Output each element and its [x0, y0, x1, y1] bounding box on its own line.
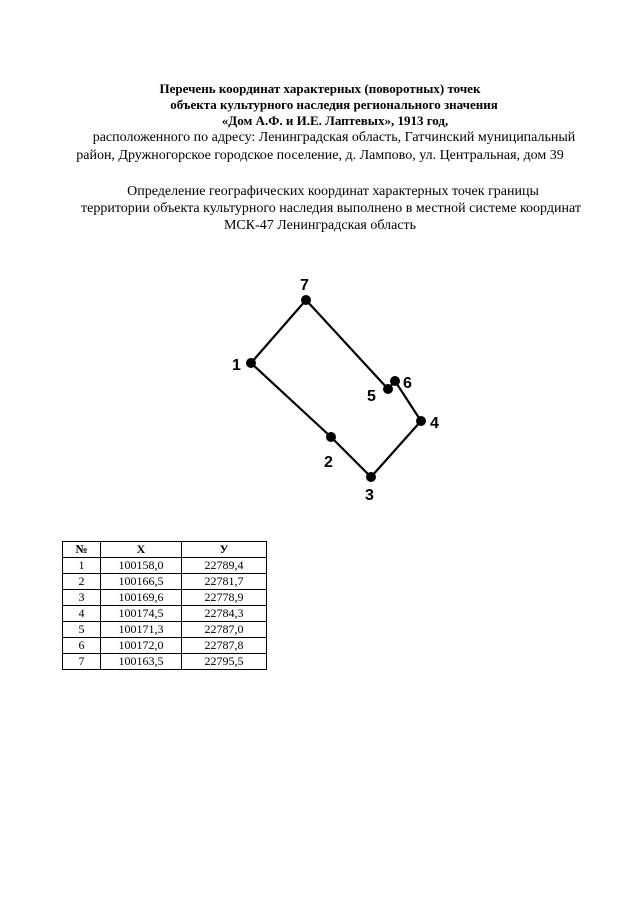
- point-4-label: 4: [430, 415, 439, 432]
- boundary-polygon: [251, 300, 421, 477]
- table-row: [63, 638, 267, 654]
- cell-y: 22787,0: [182, 622, 267, 638]
- point-5-marker: [383, 384, 393, 394]
- cell-x: 100174,5: [101, 606, 182, 622]
- point-7-marker: [301, 295, 311, 305]
- cell-y: 22789,4: [182, 558, 267, 574]
- cell-x: 100171,3: [101, 622, 182, 638]
- note-line-1: Определение географических координат характерных точек границы: [127, 184, 539, 199]
- cell-number: 4: [63, 606, 101, 622]
- header-x: X: [101, 542, 182, 558]
- boundary-points: [232, 277, 439, 504]
- table-row: [63, 622, 267, 638]
- address-line-1: расположенного по адресу: Ленинградская область, Гатчинский муниципальный: [92, 130, 576, 145]
- note-line-2: территории объекта культурного наследия выполнено в местной системе координат: [81, 201, 581, 216]
- cell-number: 5: [63, 622, 101, 638]
- table-row: [63, 654, 267, 670]
- coordinates-table: [62, 541, 267, 670]
- table-row: [63, 590, 267, 606]
- point-3-label: 3: [365, 487, 374, 504]
- table-row: [63, 606, 267, 622]
- point-1-label: 1: [232, 357, 241, 374]
- header-number: №: [63, 542, 101, 558]
- cell-x: 100172,0: [101, 638, 182, 654]
- cell-y: 22787,8: [182, 638, 267, 654]
- cell-y: 22778,9: [182, 590, 267, 606]
- point-5-label: 5: [367, 388, 376, 405]
- point-6-marker: [390, 376, 400, 386]
- cell-x: 100166,5: [101, 574, 182, 590]
- cell-number: 2: [63, 574, 101, 590]
- cell-number: 7: [63, 654, 101, 670]
- cell-x: 100163,5: [101, 654, 182, 670]
- cell-number: 3: [63, 590, 101, 606]
- title-line-1: Перечень координат характерных (поворотных) точек: [159, 81, 481, 96]
- point-7-label: 7: [300, 277, 309, 294]
- cell-number: 1: [63, 558, 101, 574]
- title-line-2: объекта культурного наследия регионального значения: [170, 97, 498, 112]
- table-row: [63, 558, 267, 574]
- cell-y: 22795,5: [182, 654, 267, 670]
- address-line-2: район, Дружногорское городское поселение, д. Лампово, ул. Центральная, дом 39: [76, 148, 564, 163]
- point-1-marker: [246, 358, 256, 368]
- cell-x: 100169,6: [101, 590, 182, 606]
- header-y: У: [182, 542, 267, 558]
- title-line-3: «Дом А.Ф. и И.Е. Лаптевых», 1913 год,: [221, 113, 449, 128]
- cell-y: 22781,7: [182, 574, 267, 590]
- cell-x: 100158,0: [101, 558, 182, 574]
- point-6-label: 6: [403, 375, 412, 392]
- point-2-label: 2: [324, 454, 333, 471]
- table-header-row: [63, 542, 267, 558]
- point-2-marker: [326, 432, 336, 442]
- table-row: [63, 574, 267, 590]
- point-4-marker: [416, 416, 426, 426]
- cell-number: 6: [63, 638, 101, 654]
- point-3-marker: [366, 472, 376, 482]
- note-line-3: МСК-47 Ленинградская область: [223, 218, 417, 233]
- cell-y: 22784,3: [182, 606, 267, 622]
